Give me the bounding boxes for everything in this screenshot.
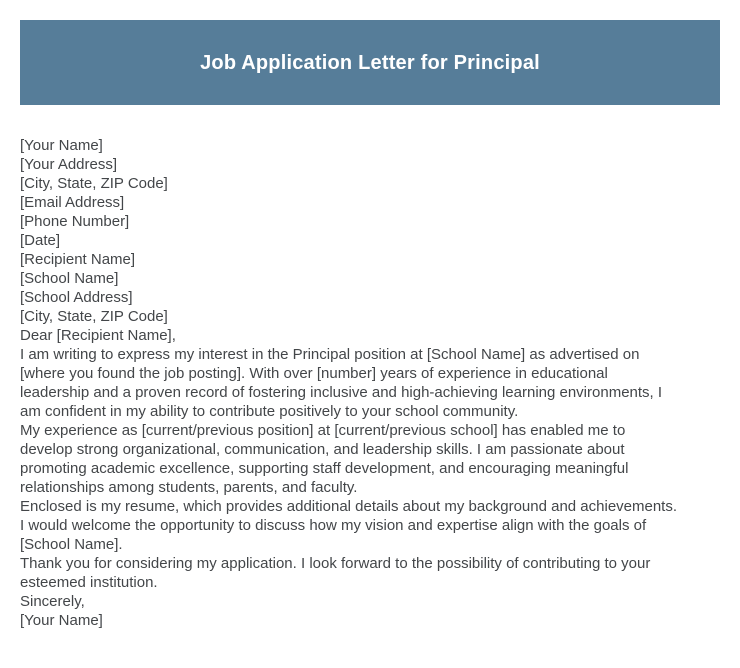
header-banner <box>20 20 720 105</box>
letter-line: [Your Address] <box>20 156 118 173</box>
letter-line: [Recipient Name] <box>20 251 136 268</box>
letter-body <box>20 136 724 630</box>
letter-line: relationships among students, parents, and faculty. <box>20 479 358 496</box>
letter-line: leadership and a proven record of fostering inclusive and high-achieving learning environments, I <box>20 384 663 401</box>
letter-line: [where you found the job posting]. With over [number] years of experience in educational <box>20 365 608 382</box>
letter-line: esteemed institution. <box>20 574 158 591</box>
letter-line: [School Name] <box>20 270 119 287</box>
letter-line: I would welcome the opportunity to discuss how my vision and expertise align with the goals of <box>20 517 647 534</box>
letter-line: I am writing to express my interest in the Principal position at [School Name] as advertised on <box>20 346 640 363</box>
letter-line: Thank you for considering my application. I look forward to the possibility of contributing to your <box>20 555 651 572</box>
letter-line: develop strong organizational, communication, and leadership skills. I am passionate about <box>20 441 625 458</box>
letter-line: [Date] <box>20 232 61 249</box>
letter-line: promoting academic excellence, supporting staff development, and encouraging meaningful <box>20 460 629 477</box>
letter-line: [Your Name] <box>20 137 103 154</box>
letter-line: My experience as [current/previous position] at [current/previous school] has enabled me to <box>20 422 626 439</box>
letter-line: Dear [Recipient Name], <box>20 327 176 344</box>
letter-line: [School Address] <box>20 289 133 306</box>
letter-line: [Your Name] <box>20 612 103 629</box>
page-title: Job Application Letter for Principal <box>200 51 540 74</box>
letter-line: [Email Address] <box>20 194 125 211</box>
letter-line: [City, State, ZIP Code] <box>20 308 168 325</box>
letter-line: Sincerely, <box>20 593 85 610</box>
letter-line: [School Name]. <box>20 536 123 553</box>
letter-line: am confident in my ability to contribute positively to your school community. <box>20 403 519 420</box>
letter-line: [City, State, ZIP Code] <box>20 175 168 192</box>
letter-line: [Phone Number] <box>20 213 130 230</box>
letter-line: Enclosed is my resume, which provides additional details about my background and achievements. <box>20 498 678 515</box>
